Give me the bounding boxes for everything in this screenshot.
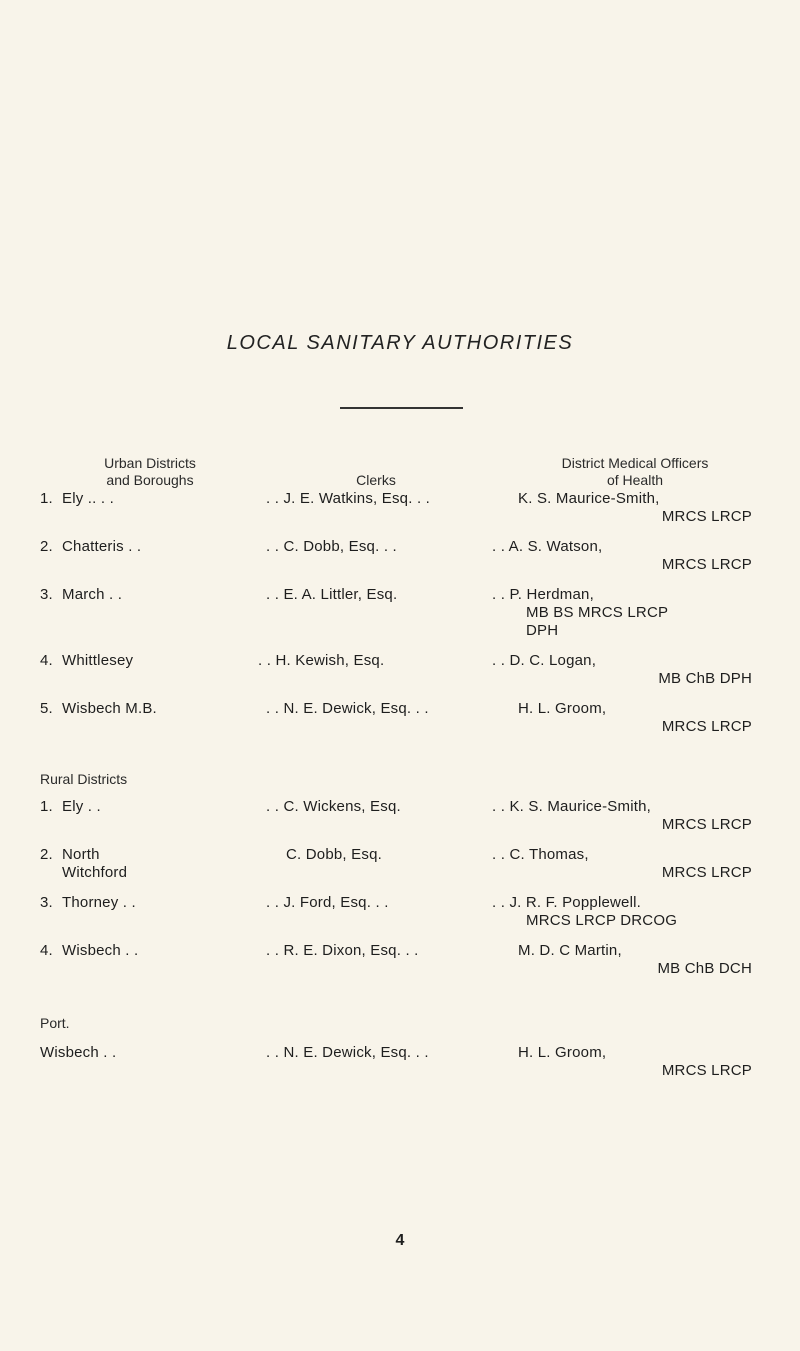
officer-qualifications-extra: DPH: [526, 622, 559, 639]
clerk-name: . . N. E. Dewick, Esq. . .: [266, 700, 429, 717]
section-heading-rural: Rural Districts: [40, 771, 128, 787]
officer-line1: H. L. Groom,: [518, 700, 607, 717]
officer-line1: . . K. S. Maurice-Smith,: [492, 798, 652, 815]
officer-line1: . . C. Thomas,: [492, 846, 589, 863]
district-name: [62, 700, 252, 718]
title-rule: [340, 407, 463, 409]
row-number: 4.: [40, 942, 53, 959]
officer-name: [518, 490, 774, 526]
officer-line1: M. D. C Martin,: [518, 942, 622, 959]
officer-qualifications: MB ChB DPH: [658, 670, 752, 687]
clerk-name: . . R. E. Dixon, Esq. . .: [266, 942, 419, 959]
header-officers-line1: District Medical Officers: [561, 455, 709, 471]
officer-name: [492, 538, 752, 574]
clerk-name: . . C. Wickens, Esq.: [266, 798, 401, 815]
officer-qualifications: MRCS LRCP: [661, 816, 752, 833]
clerk-name: . . C. Dobb, Esq. . .: [266, 538, 397, 555]
row-number: 3.: [40, 586, 53, 603]
officer-qualifications: MRCS LRCP DRCOG: [526, 912, 678, 929]
header-districts-line2: and Boroughs: [106, 472, 194, 488]
officer-qualifications: MRCS LRCP: [661, 864, 752, 881]
header-clerks: Clerks: [356, 472, 396, 488]
section-heading-port: Port.: [40, 1015, 70, 1031]
page-title: LOCAL SANITARY AUTHORITIES: [226, 332, 574, 354]
page-number: 4: [395, 1232, 405, 1249]
row-number: 1.: [40, 798, 53, 815]
district-line-2: Witchford: [62, 864, 128, 881]
officer-line1: . . D. C. Logan,: [492, 652, 597, 669]
officer-qualifications: MB ChB DCH: [657, 960, 752, 977]
row-number: 3.: [40, 894, 53, 911]
district-name: [62, 538, 252, 556]
officer-qualifications: MRCS LRCP: [661, 718, 752, 735]
district-line: Wisbech . .: [40, 1044, 117, 1061]
row-number: 2.: [40, 846, 53, 863]
clerk-name: . . E. A. Littler, Esq.: [266, 586, 398, 603]
row-number: 5.: [40, 700, 53, 717]
district-line: March . .: [62, 586, 123, 603]
district-name: [62, 894, 252, 912]
header-officers-line2: of Health: [606, 472, 664, 488]
officer-qualifications: MRCS LRCP: [661, 556, 752, 573]
district-line: North: [62, 846, 100, 863]
officer-line1: K. S. Maurice-Smith,: [518, 490, 660, 507]
officer-line1: . . P. Herdman,: [492, 586, 594, 603]
district-name: [62, 942, 252, 960]
officer-name: [492, 586, 748, 640]
row-number: 2.: [40, 538, 53, 555]
clerk-name: C. Dobb, Esq.: [286, 846, 382, 863]
district-name: [62, 846, 252, 882]
officer-line1: . . A. S. Watson,: [492, 538, 603, 555]
district-name: [62, 798, 252, 816]
officer-name: [518, 700, 774, 736]
clerk-name: . . J. E. Watkins, Esq. . .: [266, 490, 431, 507]
header-districts: [60, 455, 240, 489]
district-line: Wisbech . .: [62, 942, 139, 959]
clerk-name: . . H. Kewish, Esq.: [258, 652, 385, 669]
district-name: [62, 586, 252, 604]
officer-name: [492, 652, 752, 688]
header-districts-line1: Urban Districts: [104, 455, 196, 471]
clerk-name: . . J. Ford, Esq. . .: [266, 894, 389, 911]
district-line: Whittlesey: [62, 652, 134, 669]
header-officers: [520, 455, 750, 489]
officer-qualifications: MB BS MRCS LRCP: [526, 604, 669, 621]
district-name: [62, 490, 252, 508]
officer-qualifications: MRCS LRCP: [661, 1062, 752, 1079]
officer-name: [518, 942, 774, 978]
officer-line1: . . J. R. F. Popplewell.: [492, 894, 642, 911]
clerk-name: . . N. E. Dewick, Esq. . .: [266, 1044, 429, 1061]
district-name: [40, 1044, 230, 1062]
officer-name: [518, 1044, 774, 1080]
district-line: Wisbech M.B.: [62, 700, 157, 717]
district-line: Thorney . .: [62, 894, 136, 911]
district-line: Ely .. . .: [62, 490, 115, 507]
officer-line1: H. L. Groom,: [518, 1044, 607, 1061]
officer-name: [492, 894, 748, 930]
district-name: [62, 652, 252, 670]
officer-name: [492, 846, 752, 882]
row-number: 1.: [40, 490, 53, 507]
district-line: Chatteris . .: [62, 538, 142, 555]
row-number: 4.: [40, 652, 53, 669]
officer-name: [492, 798, 752, 834]
district-line: Ely . .: [62, 798, 101, 815]
officer-qualifications: MRCS LRCP: [661, 508, 752, 525]
